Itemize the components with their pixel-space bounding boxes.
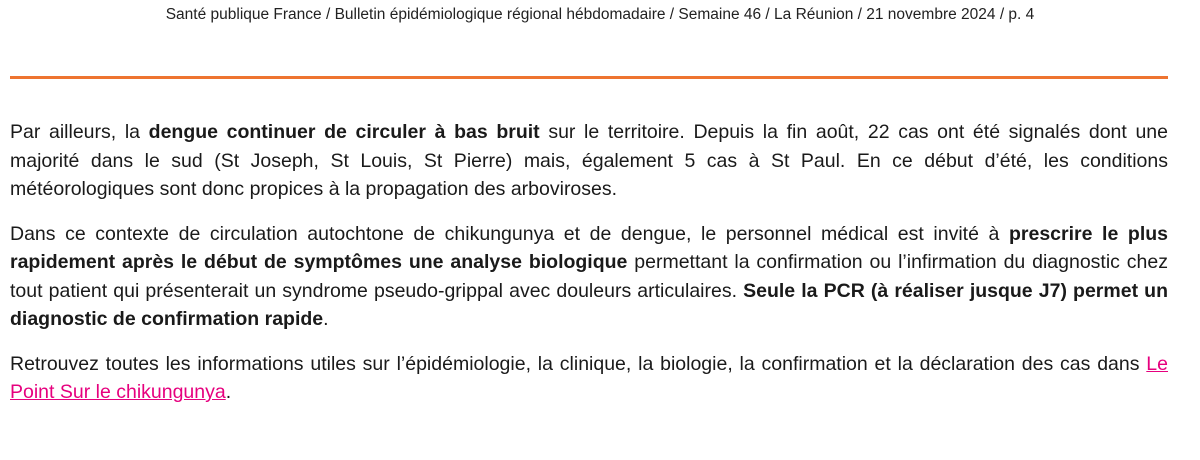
paragraph-recommendation-text-1: Dans ce contexte de circulation autochtone de chikungunya et de dengue, le personnel médical est invité à — [10, 222, 1009, 245]
paragraph-dengue-text-2: sur le territoire. Depuis la fin août, 22 cas ont été signalés dont une majorité dans le sud (St Joseph, St Louis, St Pierre) mais, également 5 cas à St Paul. En ce début d’été, les conditions météorologiques sont donc propices à la propagation des arboviroses. — [10, 121, 1169, 200]
paragraph-dengue-bold-1: dengue continuer de circuler à bas bruit — [148, 121, 540, 143]
paragraph-resources-text-2: . — [225, 381, 232, 403]
paragraph-recommendation-text-3: . — [323, 308, 329, 330]
point-sur-chikungunya-link[interactable]: Le Point Sur le chikungunya — [10, 352, 1168, 403]
paragraph-recommendation-bold-1: prescrire le plus rapidement après le début de symptômes une analyse biologique — [10, 222, 1168, 273]
header-divider — [10, 76, 1168, 79]
paragraph-resources — [10, 350, 1168, 407]
body-text — [10, 118, 1168, 423]
paragraph-dengue-text-1: Par ailleurs, la — [10, 121, 149, 143]
paragraph-recommendation — [10, 220, 1168, 334]
paragraph-resources-text-1: Retrouvez toutes les informations utiles sur l’épidémiologie, la clinique, la biologie, la confirmation et la déclaration des cas dans — [10, 352, 1147, 375]
paragraph-recommendation-text-2: permettant la confirmation ou l’infirmation du diagnostic chez tout patient qui présenterait un syndrome pseudo-grippal avec douleurs articulaires. — [10, 251, 1168, 302]
paragraph-recommendation-bold-2: Seule la PCR (à réaliser jusque J7) permet un diagnostic de confirmation rapide — [10, 279, 1168, 330]
paragraph-dengue — [10, 118, 1168, 204]
running-header: Santé publique France / Bulletin épidémiologique régional hébdomadaire / Semaine 46 / La Réunion / 21 novembre 2024 / p. 4 — [165, 6, 1035, 23]
